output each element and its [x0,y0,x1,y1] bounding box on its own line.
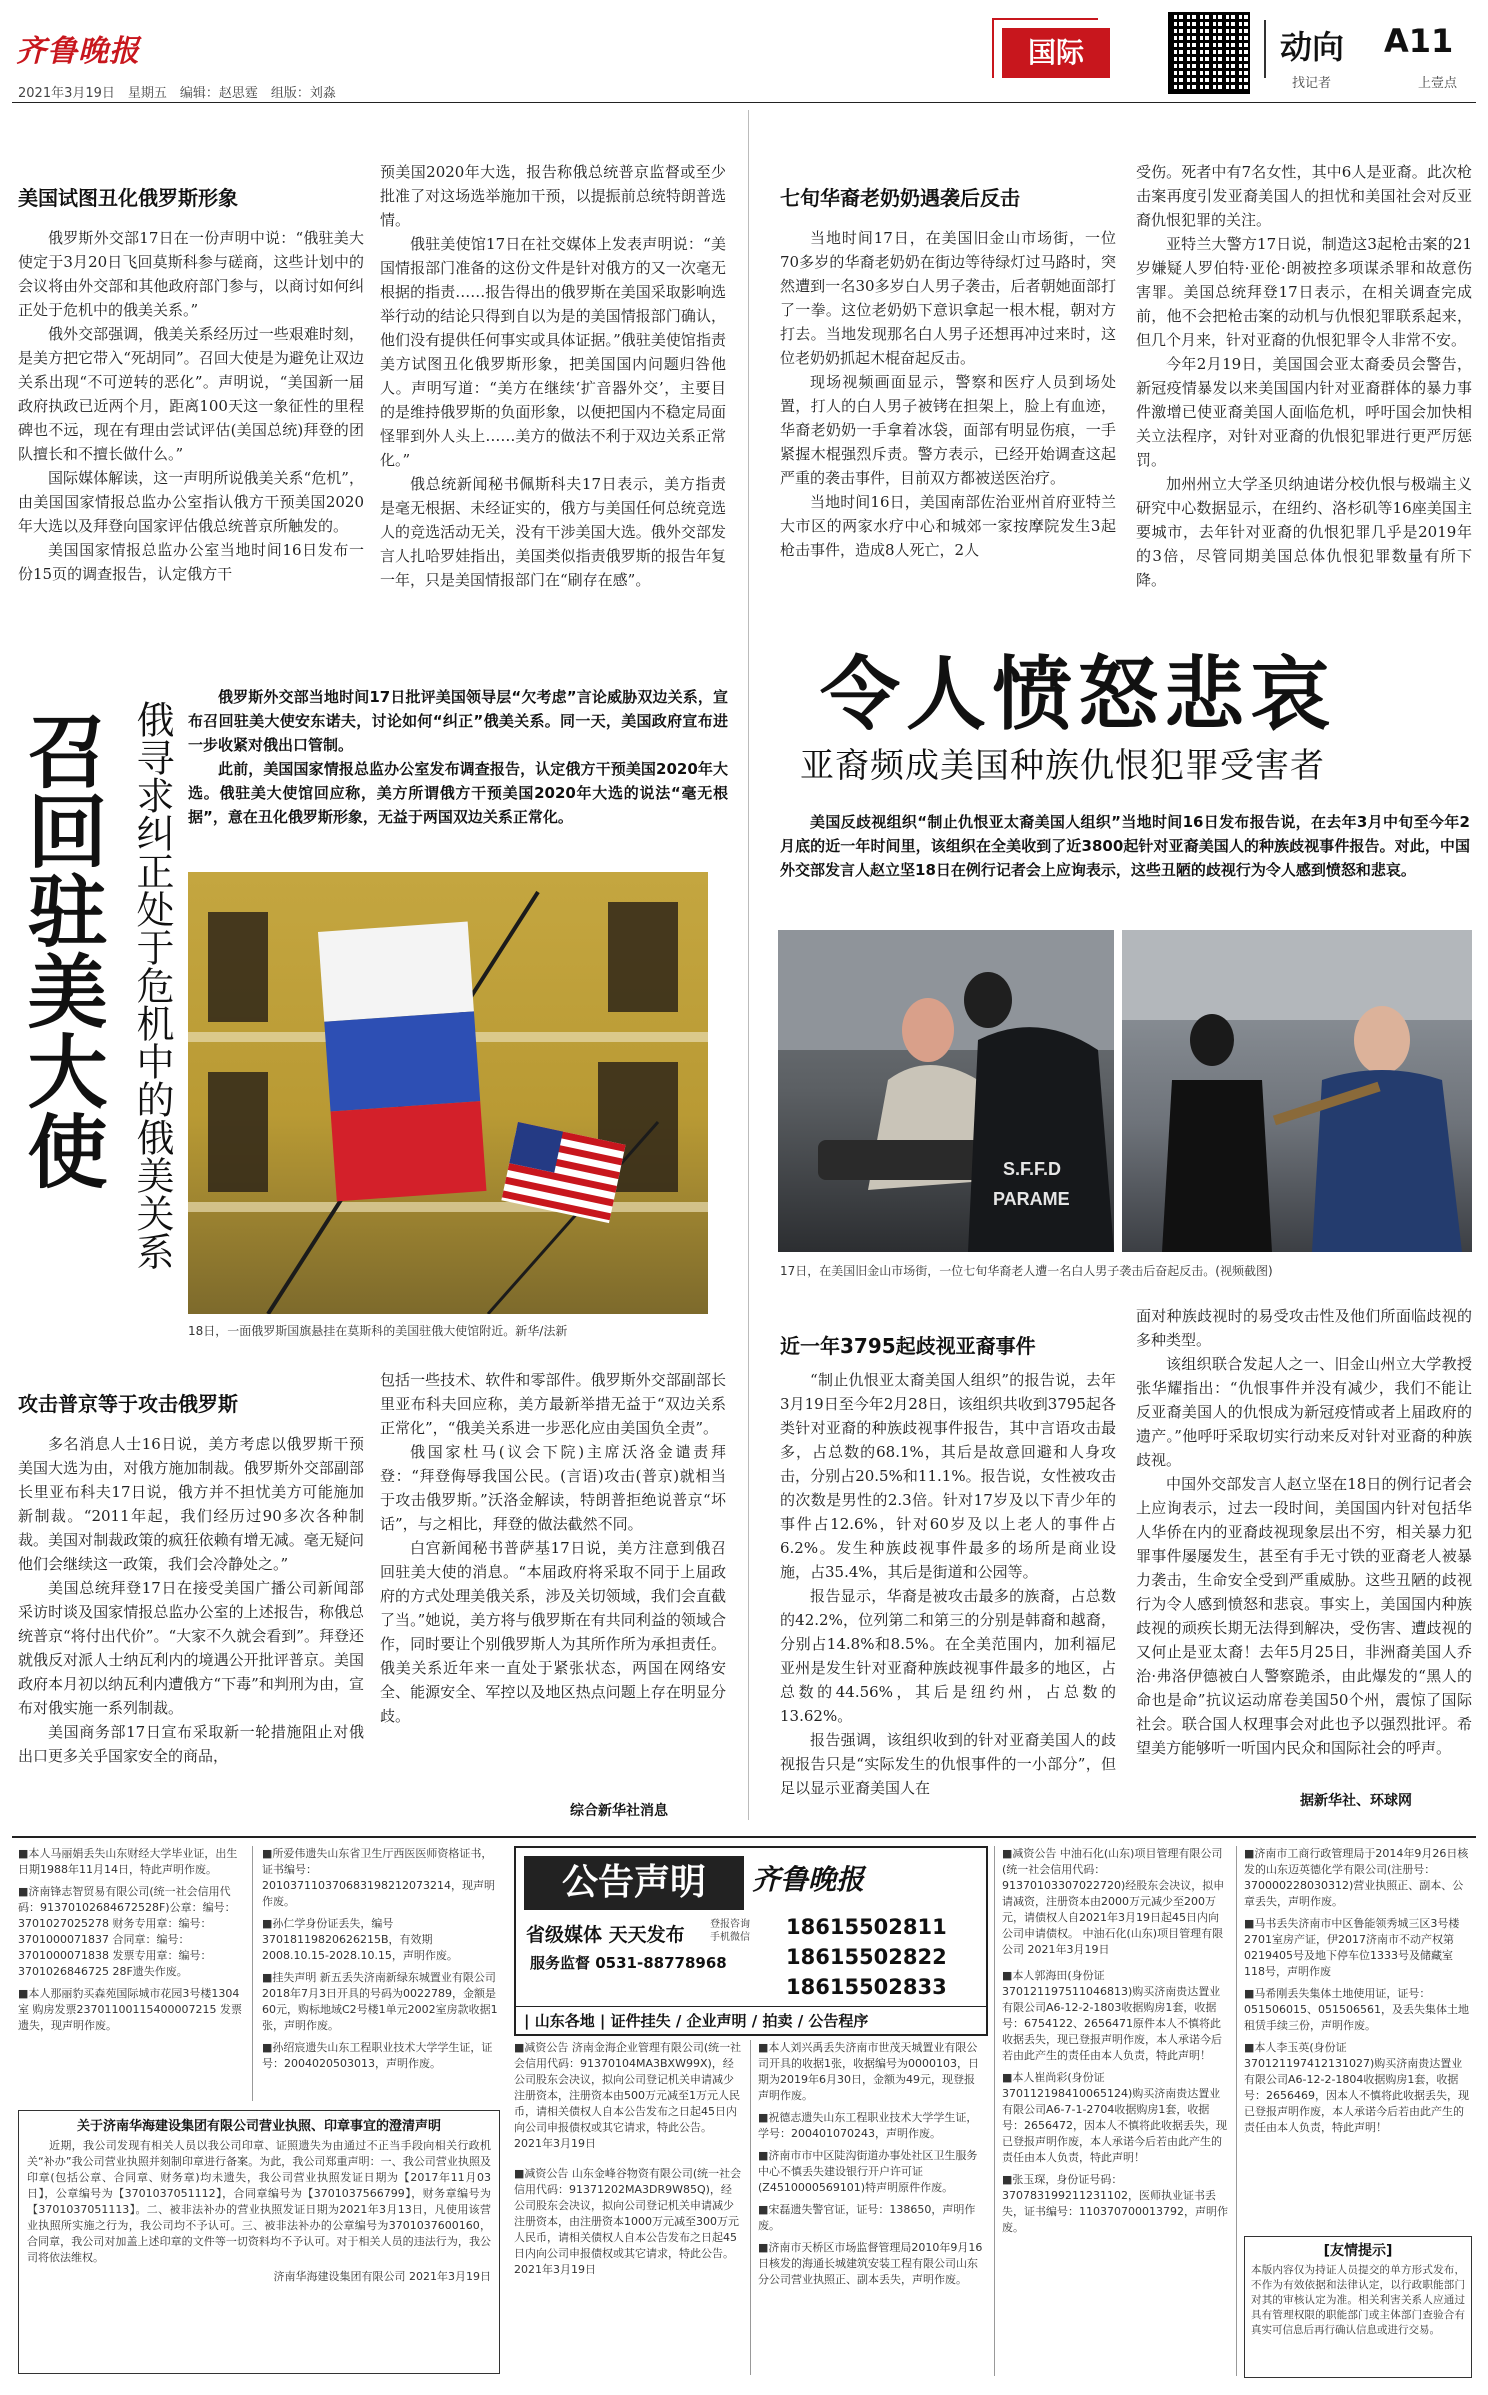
masthead-logo: 齐鲁晚报 [16,34,140,69]
russia-subtitle-2: 攻击普京等于攻击俄罗斯 [18,1392,238,1416]
page-number: A11 [1384,22,1454,60]
notice-col5: ■减资公告 中油石化(山东)项目管理有限公司(统一社会信用代码：91370103307022720)经股东会决议，拟申请减资，注册资本由2000万元减少至200万元，请债权人自2021年3月19日起45日内向公司申请债权。 中油石化(山东)项目管理有限公司 2021年3月19日 ■本人郭海田(身份证370121197511046813)购买济南贵达置业有限公司A6-12-2-1803收据购房1套，收据号：6754122、2656471原件本人不慎将此收据丢失，现已登报声明作废，本人承诺今后若由此产生的责任由本人负责，特此声明！ ■本人崔尚彩(身份证370112198410065124)购买济南贵达置业有限公司A6-7-1-2704收据购房1套，收据号：2656472，因本人不慎将此收据丢失，现已登报声明作废，本人承诺今后若由此产生的责任由本人负责，特此声明！ ■张玉琛，身份证号码：370783199211231102，医师执业证书丢失，证书编号：110370700013792，声明作废。 [1002,1847,1228,2234]
russia-col2: 预美国2020年大选，报告称俄总统普京监督或至少批准了对这场选举施加干预，以提振前总统特朗普选情。 俄驻美使馆17日在社交媒体上发表声明说：“美国情报部门准备的这份文件是针对俄方的又一次毫无根据的指责……报告得出的俄罗斯在美国采取影响选举行动的结论只得到自以为是的美国情报部门确认，他们没有提供任何事实或具体证据。”俄驻美使馆指责美方试图丑化俄罗斯形象，把美国国内问题归咎他人。声明写道：“美方在继续‘扩音器外交’，主要目的是维持俄罗斯的负面形象，以便把国内不稳定局面怪罪到外人头上……美方的做法不利于双边关系正常化。” 俄总统新闻秘书佩斯科夫17日表示，美方指责是毫无根据、未经证实的，俄方与美国任何总统竞选人的竞选活动无关，没有干涉美国大选。俄外交部发言人扎哈罗娃指出，美国类似指责俄罗斯的报告年复一年，只是美国情报部门在“刷存在感”。 [380,163,726,589]
section-label: 国际 [1002,28,1110,78]
date-line: 2021年3月19日 星期五 编辑：赵思霆 组版：刘淼 [18,86,336,101]
notice-col4: ■本人刘兴禹丢失济南市世茂天城置业有限公司开具的收据1张，收据编号为0000103，日期为2019年6月30日，金额为49元，现登报声明作废。 ■祝德志遗失山东工程职业技术大学学生证，学号：200401070243，声明作废。 ■济南市市中区陡沟街道办事处社区卫生服务中心不慎丢失建设银行开户许可证(Z4510000569101)特声明原件作废。 ■宋磊遗失警官证，证号：138650，声明作废。 ■济南市天桥区市场监督管理局2010年9月16日核发的海通长城建筑安装工程有限公司山东分公司营业执照正、副本丢失，声明作废。 [758,2041,983,2286]
asian-lead: 美国反歧视组织“制止仇恨亚太裔美国人组织”当地时间16日发布报告说，在去年3月中旬至今年2月底的近一年时间里，该组织在全美收到了近3800起针对亚裔美国人的种族歧视事件报告。对此，中国外交部发言人赵立坚18日在例行记者会上应询表示，这些丑陋的歧视行为令人感到愤怒和悲哀。 [780,813,1470,879]
russia-byline: 综合新华社消息 [570,1803,668,1819]
asian-col4: 面对种族歧视时的易受攻击性及他们所面临歧视的多种类型。 该组织联合发起人之一、旧金山州立大学教授张华耀指出：“仇恨事件并没有减少，我们不能让反亚裔美国人的仇恨成为新冠疫情或者上届政府的遗产。”他呼吁采取切实行动来反对针对亚裔的种族歧视。 中国外交部发言人赵立坚在18日的例行记者会上应询表示，过去一段时间，美国国内针对包括华人华侨在内的亚裔歧视现象层出不穷，相关暴力犯罪事件屡屡发生，甚至有手无寸铁的亚裔老人被暴力袭击，生命安全受到严重威胁。这些丑陋的歧视行为令人感到愤怒和悲哀。事实上，美国国内种族歧视的顽疾长期无法得到解决，受伤害、遭歧视的又何止是亚太裔！去年5月25日，非洲裔美国人乔治·弗洛伊德被白人警察跪杀，由此爆发的“黑人的命也是命”抗议运动席卷美国50个州，震惊了国际社会。联合国人权理事会对此也予以强烈批评。希望美方能够听一听国内民众和国际社会的呼声。 [1136,1307,1472,1757]
svg-text:PARAME: PARAME [993,1189,1070,1209]
tip-title: [友情提示] [1323,2243,1393,2259]
notice-banner [514,1846,988,2036]
header-sub-right: 上壹点 [1418,76,1458,91]
russia-col4: 包括一些技术、软件和零部件。俄罗斯外交部副部长里亚布科夫回应称，美方最新举措无益于“双边关系正常化”，“俄美关系进一步恶化应由美国负全责”。 俄国家杜马(议会下院)主席沃洛金谴责拜登：“拜登侮辱我国公民。(言语)攻击(普京)就相当于攻击俄罗斯。”沃洛金解读，特朗普拒绝说普京“坏话”，与之相比，拜登的做法截然不同。 白宫新闻秘书普萨基17日说，美方注意到俄召回驻美大使的消息。“本届政府将采取不同于上届政府的方式处理美俄关系，涉及关切领域，我们会直截了当。”她说，美方将与俄罗斯在有共同利益的领域合作，同时要让个别俄罗斯人为其所作所为承担责任。俄美关系近年来一直处于紧张状态，两国在网络安全、能源安全、军控以及地区热点问题上存在明显分歧。 [380,1371,726,1725]
notice-col1: ■本人马丽娟丢失山东财经大学毕业证，出生日期1988年11月14日，特此声明作废。 ■济南锋志智贸易有限公司(统一社会信用代码：91370102684672528F)公章：编号：3701027025278 财务专用章：编号：3701000071837 合同章：编号：3701000071838 发票专用章：编号：3701026846725 28F遗失作废。 ■本人那丽豹买森苑国际城市花园3号楼1304室 购房发票23701100115400007215 发票遗失，现声明作废。 [18,1847,242,2032]
clarification-box [18,2110,500,2374]
notice-col6: ■济南市工商行政管理局于2014年9月26日核发的山东迈英德化学有限公司(注册号：370000228030312)营业执照正、副本、公章丢失，声明作废。 ■马书丢失济南市中区鲁能领秀城三区3号楼2701室房产证，伊2017济南市不动产权第0219405号及地下停车位1333号及储藏室118号，声明作废 ■马希刚丢失集体土地使用证，证号：051506015、051506561，及丢失集体土地租赁手续三份，声明作废。 ■本人李玉英(身份证370121197412131027)购买济南贵达置业有限公司A6-12-2-1804收据购房1套，收据号：2656469，因本人不慎将此收据丢失，现已登报声明作废，本人承诺今后若由此产生的责任由本人负责，特此声明！ [1244,1847,1469,2134]
russia-col1: 俄罗斯外交部17日在一份声明中说：“俄驻美大使定于3月20日飞回莫斯科参与磋商，这些计划中的会议将由外交部和其他政府部门参与，以商讨如何纠正处于危机中的俄美关系。” 俄外交部强调，俄美关系经历过一些艰难时刻，是美方把它带入“死胡同”。召回大使是为避免让双边关系出现“不可逆转的恶化”。声明说，“美国新一届政府执政已近两个月，距离100天这一象征性的里程碑也不远，现在有理由尝试评估(美国总统)拜登的团队擅长和不擅长做什么。” 国际媒体解读，这一声明所说俄美关系“危机”，由美国国家情报总监办公室指认俄方干预美国2020年大选以及拜登向国家评估俄总统普京所触发的。 美国国家情报总监办公室当地时间16日发布一份15页的调查报告，认定俄方干 [18,229,364,583]
asian-subtitle: 亚裔频成美国种族仇恨犯罪受害者 [800,746,1325,786]
asian-subtitle-1: 七旬华裔老奶奶遇袭后反击 [780,186,1020,210]
asian-photo-left [778,930,1114,1252]
svg-text:S.F.F.D: S.F.F.D [1003,1159,1062,1179]
clarification-body: 近期，我公司发现有相关人员以我公司印章、证照遗失为由通过不正当手段向相关行政机关“补办”我公司营业执照并刻制印章进行备案。为此，我公司郑重声明：一、我公司营业执照及印章(包括公章、合同章、财务章)均未遗失，我公司营业执照发证日期为【2017年11月03日】，公章编号为【3701037051112】，合同章编号为【3701037566799】，财务章编号为【3701037051113】。二、被非法补办的营业执照发证日期为2021年3月13日，凡使用该营业执照所实施之行为，我公司均不予认可。三、被非法补办的公章编号为3701037600160，合同章，我公司对加盖上述印章的文件等一切资料均不予认可。对于相关人员的违法行为，我公司将依法维权。 [27,2139,491,2264]
banner-phone-3[interactable]: 18615502833 [786,1975,947,1999]
qr-code-icon[interactable] [1168,12,1250,94]
banner-service: 服务监督 0531-88778968 [530,1954,727,1972]
banner-tagline: 省级媒体 天天发布 [526,1924,685,1946]
banner-paper: 齐鲁晚报 [752,1863,865,1896]
asian-col1: 当地时间17日，在美国旧金山市场街，一位70多岁的华裔老奶奶在街边等待绿灯过马路时，突然遭到一名30多岁白人男子袭击，后者朝她面部打了一拳。这位老奶奶下意识拿起一根木棍，朝对方打去。当地发现那名白人男子还想再冲过来时，这位老奶奶抓起木棍奋起反击。 现场视频画面显示，警察和医疗人员到场处置，打人的白人男子被铐在担架上，脸上有血迹，华裔老奶奶一手拿着冰袋，面部有明显伤痕，一手紧握木棍强烈斥责。警方表示，已经开始调查这起严重的袭击事件，目前双方都被送医治疗。 当地时间16日，美国南部佐治亚州首府亚特兰大市区的两家水疗中心和城郊一家按摩院发生3起枪击事件，造成8人死亡，2人 [780,229,1116,559]
asian-main-title: 令人愤怒悲哀 [820,648,1336,741]
banner-small: 登报咨询 手机微信 [710,1919,750,1943]
asian-col3: “制止仇恨亚太裔美国人组织”的报告说，去年3月19日至今年2月28日，该组织共收到3795起各类针对亚裔的种族歧视事件报告，其中言语攻击最多，占总数的68.1%，其后是故意回避和人身攻击，分别占20.5%和11.1%。报告说，女性被攻击的次数是男性的2.3倍。针对17岁及以下青少年的事件占12.6%，针对60岁及以上老人的事件占6.2%。发生种族歧视事件最多的场所是商业设施，占35.4%，其后是街道和公园等。 报告显示，华裔是被攻击最多的族裔，占总数的42.2%，位列第二和第三的分别是韩裔和越裔，分别占14.8%和8.5%。在全美范围内，加利福尼亚州是发生针对亚裔种族歧视事件最多的地区，占总数的44.56%，其后是纽约州，占总数的13.62%。 报告强调，该组织收到的针对亚裔美国人的歧视报告只是“实际发生的仇恨事件的一小部分”，但足以显示亚裔美国人在 [780,1371,1116,1797]
tip-text: 本版内容仅为持证人员提交的单方形式发布，不作为有效依据和法律认定，以行政职能部门对其的审核认定为准。相关利害关系人应通过具有管理权限的职能部门或主体部门查验合有真实可信息后再行确认信息或进行交易。 [1251,2264,1465,2336]
russia-col3: 多名消息人士16日说，美方考虑以俄罗斯干预美国大选为由，对俄方施加制裁。俄罗斯外交部副部长里亚布科夫17日说，俄方并不担忧美方可能施加新制裁。“2011年起，我们经历过90多次各种制裁。美国对制裁政策的疯狂依赖有增无减。毫无疑问他们会继续这一政策，我们会冷静处之。” 美国总统拜登17日在接受美国广播公司新闻部采访时谈及国家情报总监办公室的上述报告，称俄总统普京“将付出代价”。“大家不久就会看到”。拜登还就俄反对派人士纳瓦利内的境遇公开批评普京。美国政府本月初以纳瓦利内遭俄方“下毒”和判刑为由，宣布对俄实施一系列制裁。 美国商务部17日宣布采取新一轮措施阻止对俄出口更多关乎国家安全的商品， [18,1435,364,1765]
asian-byline: 据新华社、环球网 [1300,1793,1412,1809]
russia-subtitle-1: 美国试图丑化俄罗斯形象 [18,186,238,210]
notice-col3: ■减资公告 济南金海企业管理有限公司(统一社会信用代码：91370104MA3BXW99X)，经公司股东会决议，拟向公司登记机关申请减少注册资本，注册资本由500万元减至1万元人民币，请相关债权人自本公告发布之日起45日内向公司申报债权或其它请求，特此公告。 2021年3月19日 ■减资公告 山东金峰谷物资有限公司(统一社会信用代码：91371202MA3DR9W85Q)，经公司股东会决议，拟向公司登记机关申请减少注册资本，由注册资本1000万元减至300万元人民币，请相关债权人自本公告发布之日起45日内向公司申报债权或其它请求，特此公告。 2021年3月19日 [514,2041,742,2276]
russia-photo-caption: 18日，一面俄罗斯国旗悬挂在莫斯科的美国驻俄大使馆附近。新华/法新 [188,1324,568,1338]
header-sub-left: 找记者 [1292,76,1332,91]
notice-col2: ■所爱伟遗失山东省卫生厅西医医师资格证书，证书编号：201037110370683198212073214，现声明作废。 ■孙仁学身份证丢失，编号37018119820626215B，有效期2008.10.15-2028.10.15，声明作废。 ■挂失声明 新五丢失济南新绿东城置业有限公司2018年7月3日开具的号码为0022789，金额是60元，购标地域C2号楼1单元2002室房款收据1张，声明作废。 ■孙绍宸遗失山东工程职业技术大学学生证，证号：2004020503013，声明作废。 [262,1847,498,2070]
asian-photo-caption: 17日，在美国旧金山市场街，一位七旬华裔老人遭一名白人男子袭击后奋起反击。(视频截图) [780,1264,1273,1278]
russia-flag-photo [188,872,708,1314]
banner-phone-2[interactable]: 18615502822 [786,1945,947,1969]
friendly-tip-box [1244,2236,1472,2378]
russia-lead: 俄罗斯外交部当地时间17日批评美国领导层“欠考虑”言论威胁双边关系，宣布召回驻美大使安东诺夫，讨论如何“纠正”俄美关系。同一天，美国政府宣布进一步收紧对俄出口管制。 此前，美国国家情报总监办公室发布调查报告，认定俄方干预美国2020年大选。俄驻美大使馆回应称，美方所谓俄方干预美国2020年大选的说法“毫无根据”，意在丑化俄罗斯形象，无益于两国双边关系正常化。 [188,688,728,826]
asian-subtitle-2: 近一年3795起歧视亚裔事件 [780,1334,1036,1358]
banner-title: 公告声明 [524,1856,744,1910]
asian-col2: 受伤。死者中有7名女性，其中6人是亚裔。此次枪击案再度引发亚裔美国人的担忧和美国社会对反亚裔仇恨犯罪的关注。 亚特兰大警方17日说，制造这3起枪击案的21岁嫌疑人罗伯特·亚伦·朗被控多项谋杀罪和故意伤害罪。美国总统拜登17日表示，在相关调查完成前，他不会把枪击案的动机与仇恨犯罪联系起来，但几个月来，针对亚裔的仇恨犯罪令人非常不安。 今年2月19日，美国国会亚太裔委员会警告，新冠疫情暴发以来美国国内针对亚裔群体的暴力事件激增已使亚裔美国人面临危机，呼吁国会加快相关立法程序，对针对亚裔的仇恨犯罪进行更严厉惩罚。 加州州立大学圣贝纳迪诺分校仇恨与极端主义研究中心数据显示，在纽约、洛杉矶等16座美国主要城市，去年针对亚裔的仇恨犯罪几乎是2019年的3倍，尽管同期美国总体仇恨犯罪数量有所下降。 [1136,163,1472,589]
banner-bottom: | 山东各地 | 证件挂失 / 企业声明 / 拍卖 / 公告程序 [516,2006,988,2035]
clarification-title: 关于济南华海建设集团有限公司营业执照、印章事宜的澄清声明 [76,2119,441,2134]
asian-photo-right [1122,930,1472,1252]
russia-main-title: 召回驻美大使 [14,710,107,1190]
banner-phone-1[interactable]: 18615502811 [786,1915,947,1939]
russia-kicker: 俄寻求纠正处于危机中的俄美关系 [130,700,174,1270]
clarification-sign: 济南华海建设集团有限公司 2021年3月19日 [273,2270,491,2283]
column-title: 动向 [1280,28,1345,66]
